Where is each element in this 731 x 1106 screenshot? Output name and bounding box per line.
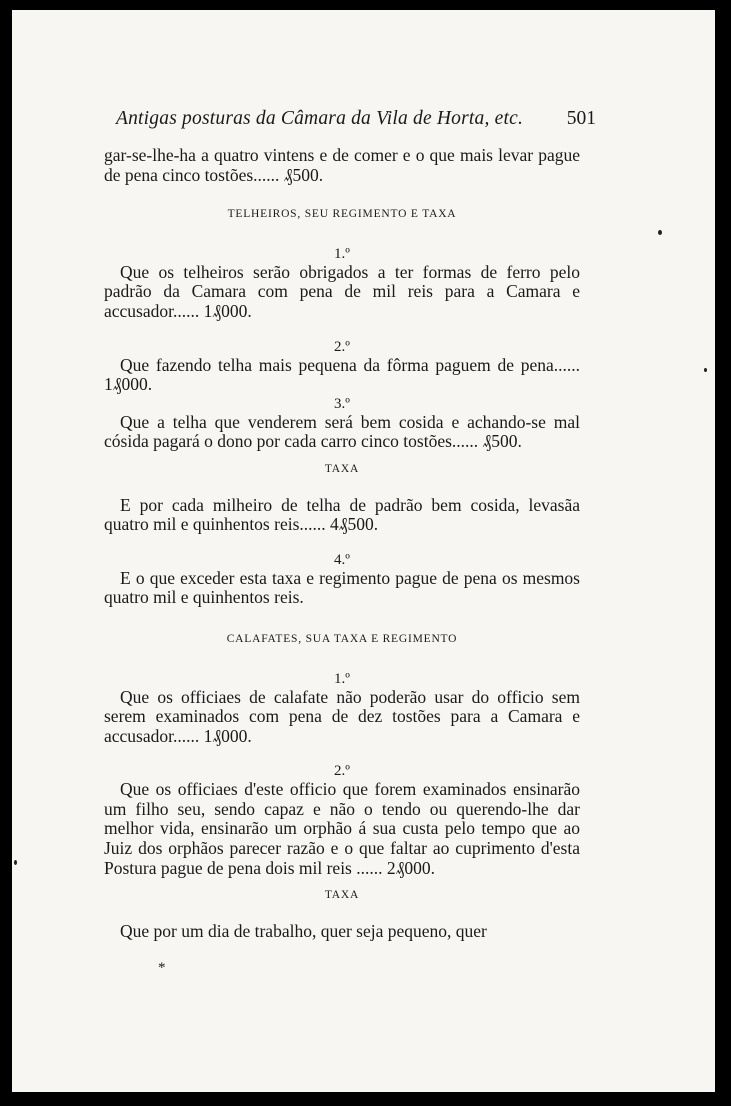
- item-number: 3.º: [334, 395, 350, 412]
- running-title: Antigas posturas da Câmara da Vila de Horta, etc.: [116, 108, 524, 129]
- taxa-paragraph: Que por um dia de trabalho, quer seja pequeno, quer: [120, 920, 487, 941]
- item-number: 1.º: [334, 670, 350, 687]
- page-number: 501: [566, 108, 596, 129]
- article-paragraph: Que fazendo telha mais pequena da fôrma paguem de pena...... 1₰000.: [104, 354, 580, 395]
- article-paragraph: Que os officiaes d'este officio que forem examinados ensinarão um filho seu, sendo capaz e não o tendo ou querendo-lhe dar melhor vida, ensinarão um orphão á sua custa pelo tempo que ao Juiz dos orphãos parecer razão e o que faltar ao cuprimento d'esta Postura pague de pena dois mil reis ...... 2₰000.: [104, 779, 580, 878]
- signature-mark: *: [158, 960, 166, 976]
- ink-speck: [704, 368, 707, 372]
- article-paragraph: Que a telha que venderem será bem cosida e achando-se mal cósida pagará o dono por cada carro cinco tostões...... ₰500.: [104, 411, 580, 452]
- taxa-paragraph: E por cada milheiro de telha de padrão bem cosida, levasãa quatro mil e quinhentos reis...... 4₰500.: [104, 494, 580, 535]
- ink-speck: [14, 860, 17, 865]
- taxa-heading: TAXA: [324, 889, 360, 902]
- running-head: [116, 108, 596, 138]
- book-page: [12, 10, 715, 1092]
- section-heading-calafates: CALAFATES, SUA TAXA E REGIMENTO: [226, 632, 458, 645]
- section-heading-telheiros: TELHEIROS, SEU REGIMENTO E TAXA: [227, 208, 457, 221]
- item-number: 1.º: [334, 245, 350, 262]
- article-paragraph: E o que exceder esta taxa e regimento pague de pena os mesmos quatro mil e quinhentos reis.: [104, 567, 580, 608]
- opening-paragraph: gar-se-lhe-ha a quatro vintens e de comer e o que mais levar pague de pena cinco tostões...... ₰500.: [104, 145, 580, 185]
- article-paragraph: Que os officiaes de calafate não poderão usar do officio sem serem examinados com pena de dez tostões para a Camara e accusador...... 1₰000.: [104, 686, 580, 746]
- item-number: 2.º: [334, 338, 350, 355]
- ink-speck: [658, 230, 662, 235]
- item-number: 2.º: [334, 763, 350, 780]
- article-paragraph: Que os telheiros serão obrigados a ter formas de ferro pelo padrão da Camara com pena de mil reis para a Camara e accusador...... 1₰000.: [104, 261, 580, 321]
- item-number: 4.º: [334, 551, 350, 568]
- taxa-heading: TAXA: [324, 462, 360, 475]
- body-text: [104, 146, 580, 941]
